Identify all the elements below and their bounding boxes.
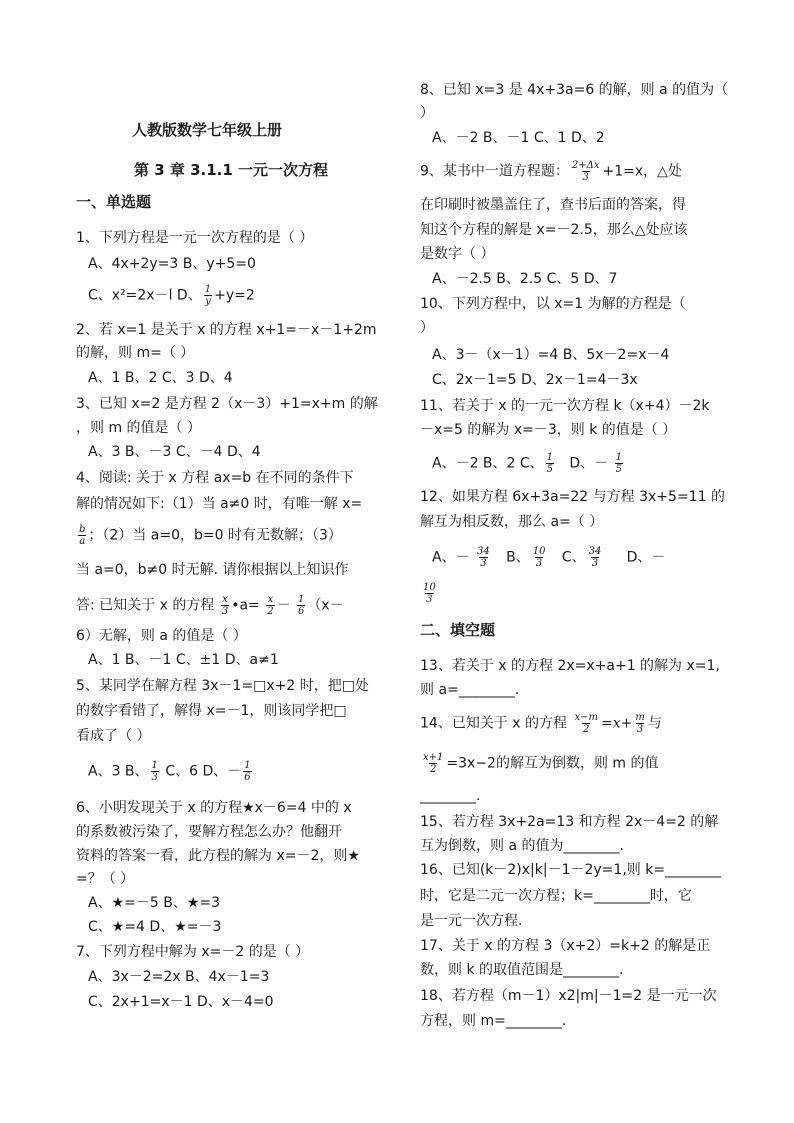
q7-options-ab: A、3x－2=2x B、4x－1=3 [88,969,270,985]
q12-fraction-d: $\frac{10}{3}$ [423,582,436,605]
q4-line3: $\frac{b}{a}$ ；（2）当 a=0，b=0 时有无数解；（3） [79,524,342,547]
q11-fraction-d: $\frac{1}{5}$ [615,452,623,475]
q9-line4: 是数字（ ） [420,246,495,262]
q12-line2: 解互为相反数，那么 a=（ ） [420,514,604,530]
q4-line5: 答: 已知关于 x 的方程 $\frac{x}{3}$ •a= $\frac{x}{2}$ － $\frac{1}{6}$ （x－ [76,594,344,617]
q13-line1: 13、若关于 x 的方程 2x=x+a+1 的解为 x=1, [420,658,720,674]
q5-options: A、3 B、 $\frac{1}{3}$ C、6 D、－ $\frac{1}{6}$ [88,760,251,783]
q14-fraction-1: $\frac{x-m}{2}$ [574,712,598,735]
q5-fraction-16: $\frac{1}{6}$ [244,760,251,783]
q5-line1: 5、某同学在解方程 3x－1=□x+2 时，把□处 [76,678,370,694]
q5-line2: 的数字看错了，解得 x=－1，则该同学把□ [76,703,347,719]
q7-line1: 7、下列方程中解为 x=－2 的是（ ） [76,944,310,960]
q14-fraction-3: $\frac{x+1}{2}$ [423,752,444,775]
q9-line3: 知这个方程的解是 x=－2.5，那么△处应该 [420,222,688,238]
q9-line1: 9、某书中一道方程题： $\frac{2+\Delta x}{3}$ +1=x，△处 [420,160,682,183]
q18-line2: 方程，则 m=________. [420,1013,567,1029]
q9-fraction: $\frac{2+\Delta x}{3}$ [571,160,600,183]
q12-fraction-a: $\frac{34}{3}$ [477,546,490,569]
q18-line1: 18、若方程（m－1）x2|m|－1=2 是一元一次 [420,988,717,1004]
section-fill-blank: 二、填空题 [420,621,496,639]
q4-line4: 当 a=0，b≠0 时无解. 请你根据以上知识作 [76,562,349,578]
q10-options-cd: C、2x－1=5 D、2x－1=4－3x [432,372,638,388]
q3-options: A、3 B、－3 C、－4 D、4 [88,444,261,460]
q6-line2: 的系数被污染了，要解方程怎么办？他翻开 [76,824,342,840]
q6-line3: 资料的答案一看，此方程的解为 x=－2，则★ [76,848,360,864]
q5-line3: 看成了（ ） [76,728,151,744]
q16-line1: 16、已知(k－2)x|k|－1－2y=1,则 k=________ [420,862,722,878]
q12-line1: 12、如果方程 6x+3a=22 与方程 3x+5=11 的 [420,489,725,505]
q7-options-cd: C、2x+1=x－1 D、x－4=0 [88,994,274,1010]
q6-line4: =？（ ） [76,871,135,887]
q13-line2: 则 a=________. [420,682,520,698]
q6-options-cd: C、★=4 D、★=－3 [88,919,222,935]
q5-fraction-13: $\frac{1}{3}$ [151,760,158,783]
q1-fraction: $\frac{1}{y}$ [204,284,212,307]
q17-line2: 数，则 k 的取值范围是________. [420,962,624,978]
q6-options-ab: A、★=－5 B、★=3 [88,895,221,911]
section-single-choice: 一、单选题 [76,193,152,211]
q17-line1: 17、关于 x 的方程 3（x+2）=k+2 的解是正 [420,938,711,954]
q1-options-ab: A、4x+2y=3 B、y+5=0 [88,256,256,272]
q10-options-ab: A、3－（x－1）=4 B、5x－2=x－4 [432,347,670,363]
q12-fraction-b: $\frac{10}{3}$ [532,546,546,569]
q4-fraction-16: $\frac{1}{6}$ [298,594,305,617]
q12-option-d-value [420,582,439,605]
q4-line1: 4、阅读: 关于 x 方程 ax=b 在不同的条件下 [76,470,354,486]
q1-option-c: C、x²=2x－l D、 [88,287,202,304]
q1-stem: 1、下列方程是一元一次方程的是（ ） [76,230,314,246]
q14-fraction-2: $\frac{m}{3}$ [635,712,645,735]
q4-fraction-x3: $\frac{x}{3}$ [221,594,229,617]
q16-line3: 是一元一次方程. [420,913,523,929]
q1-options-cd [88,284,255,307]
q15-line1: 15、若方程 3x+2a=13 和方程 2x－4=2 的解 [420,814,719,830]
q4-options: A、1 B、－1 C、±1 D、a≠1 [88,652,279,668]
q8-line2: ） [420,105,434,121]
q12-options: A、－ $\frac{34}{3}$ B、 $\frac{10}{3}$ C、 $\frac{34}{3}$ D、－ [432,546,666,569]
q14-line1: 14、已知关于 x 的方程 $\frac{x-m}{2}$ =x+ $\frac{m}{3}$ 与 [420,712,662,735]
q4-line6: 6）无解，则 a 的值是（ ） [76,628,247,644]
q3-line2: ，则 m 的值是（ ） [76,420,201,436]
q4-fraction-b-over-a: $\frac{b}{a}$ [79,524,86,547]
q8-line1: 8、已知 x=3 是 4x+3a=6 的解，则 a 的值为（ [420,82,729,98]
document-title: 人教版数学七年级上册 [132,121,283,139]
chapter-title: 第 3 章 3.1.1 一元一次方程 [134,161,329,179]
q4-fraction-x2: $\frac{x}{2}$ [267,594,274,617]
q1-option-d: +y=2 [214,287,255,304]
q11-fraction-c: $\frac{1}{5}$ [546,452,554,475]
q8-options: A、－2 B、－1 C、1 D、2 [432,130,605,146]
q11-options: A、－2 B、2 C、 $\frac{1}{5}$ D、－ $\frac{1}{5}$ [432,452,623,475]
q2-line2: 的解，则 m=（ ） [76,345,195,361]
q2-options: A、1 B、2 C、3 D、4 [88,370,233,386]
q9-line2: 在印刷时被墨盖住了，查书后面的答案，得 [420,197,686,213]
q4-line2: 解的情况如下:（1）当 a≠0 时，有唯一解 x= [76,496,363,512]
q12-fraction-c: $\frac{34}{3}$ [588,546,602,569]
q6-line1: 6、小明发现关于 x 的方程★x－6=4 中的 x [76,800,352,816]
q14-line3: ________. [420,788,481,804]
q14-line2: $\frac{x+1}{2}$ =3x−2的解互为倒数，则 m 的值 [423,752,659,775]
q2-line1: 2、若 x=1 是关于 x 的方程 x+1=－x－1+2m [76,322,377,338]
q11-line1: 11、若关于 x 的一元一次方程 k（x+4）－2k [420,398,710,414]
q11-line2: －x=5 的解为 x=－3，则 k 的值是（ ） [420,422,677,438]
q10-line1: 10、下列方程中，以 x=1 为解的方程是（ [420,296,686,312]
q10-line2: ） [420,320,434,336]
q3-line1: 3、已知 x=2 是方程 2（x－3）+1=x+m 的解 [76,396,378,412]
q9-options: A、－2.5 B、2.5 C、5 D、7 [432,271,618,287]
q15-line2: 互为倒数，则 a 的值为________. [420,838,624,854]
q16-line2: 时，它是二元一次方程；k=________时，它 [420,888,692,904]
